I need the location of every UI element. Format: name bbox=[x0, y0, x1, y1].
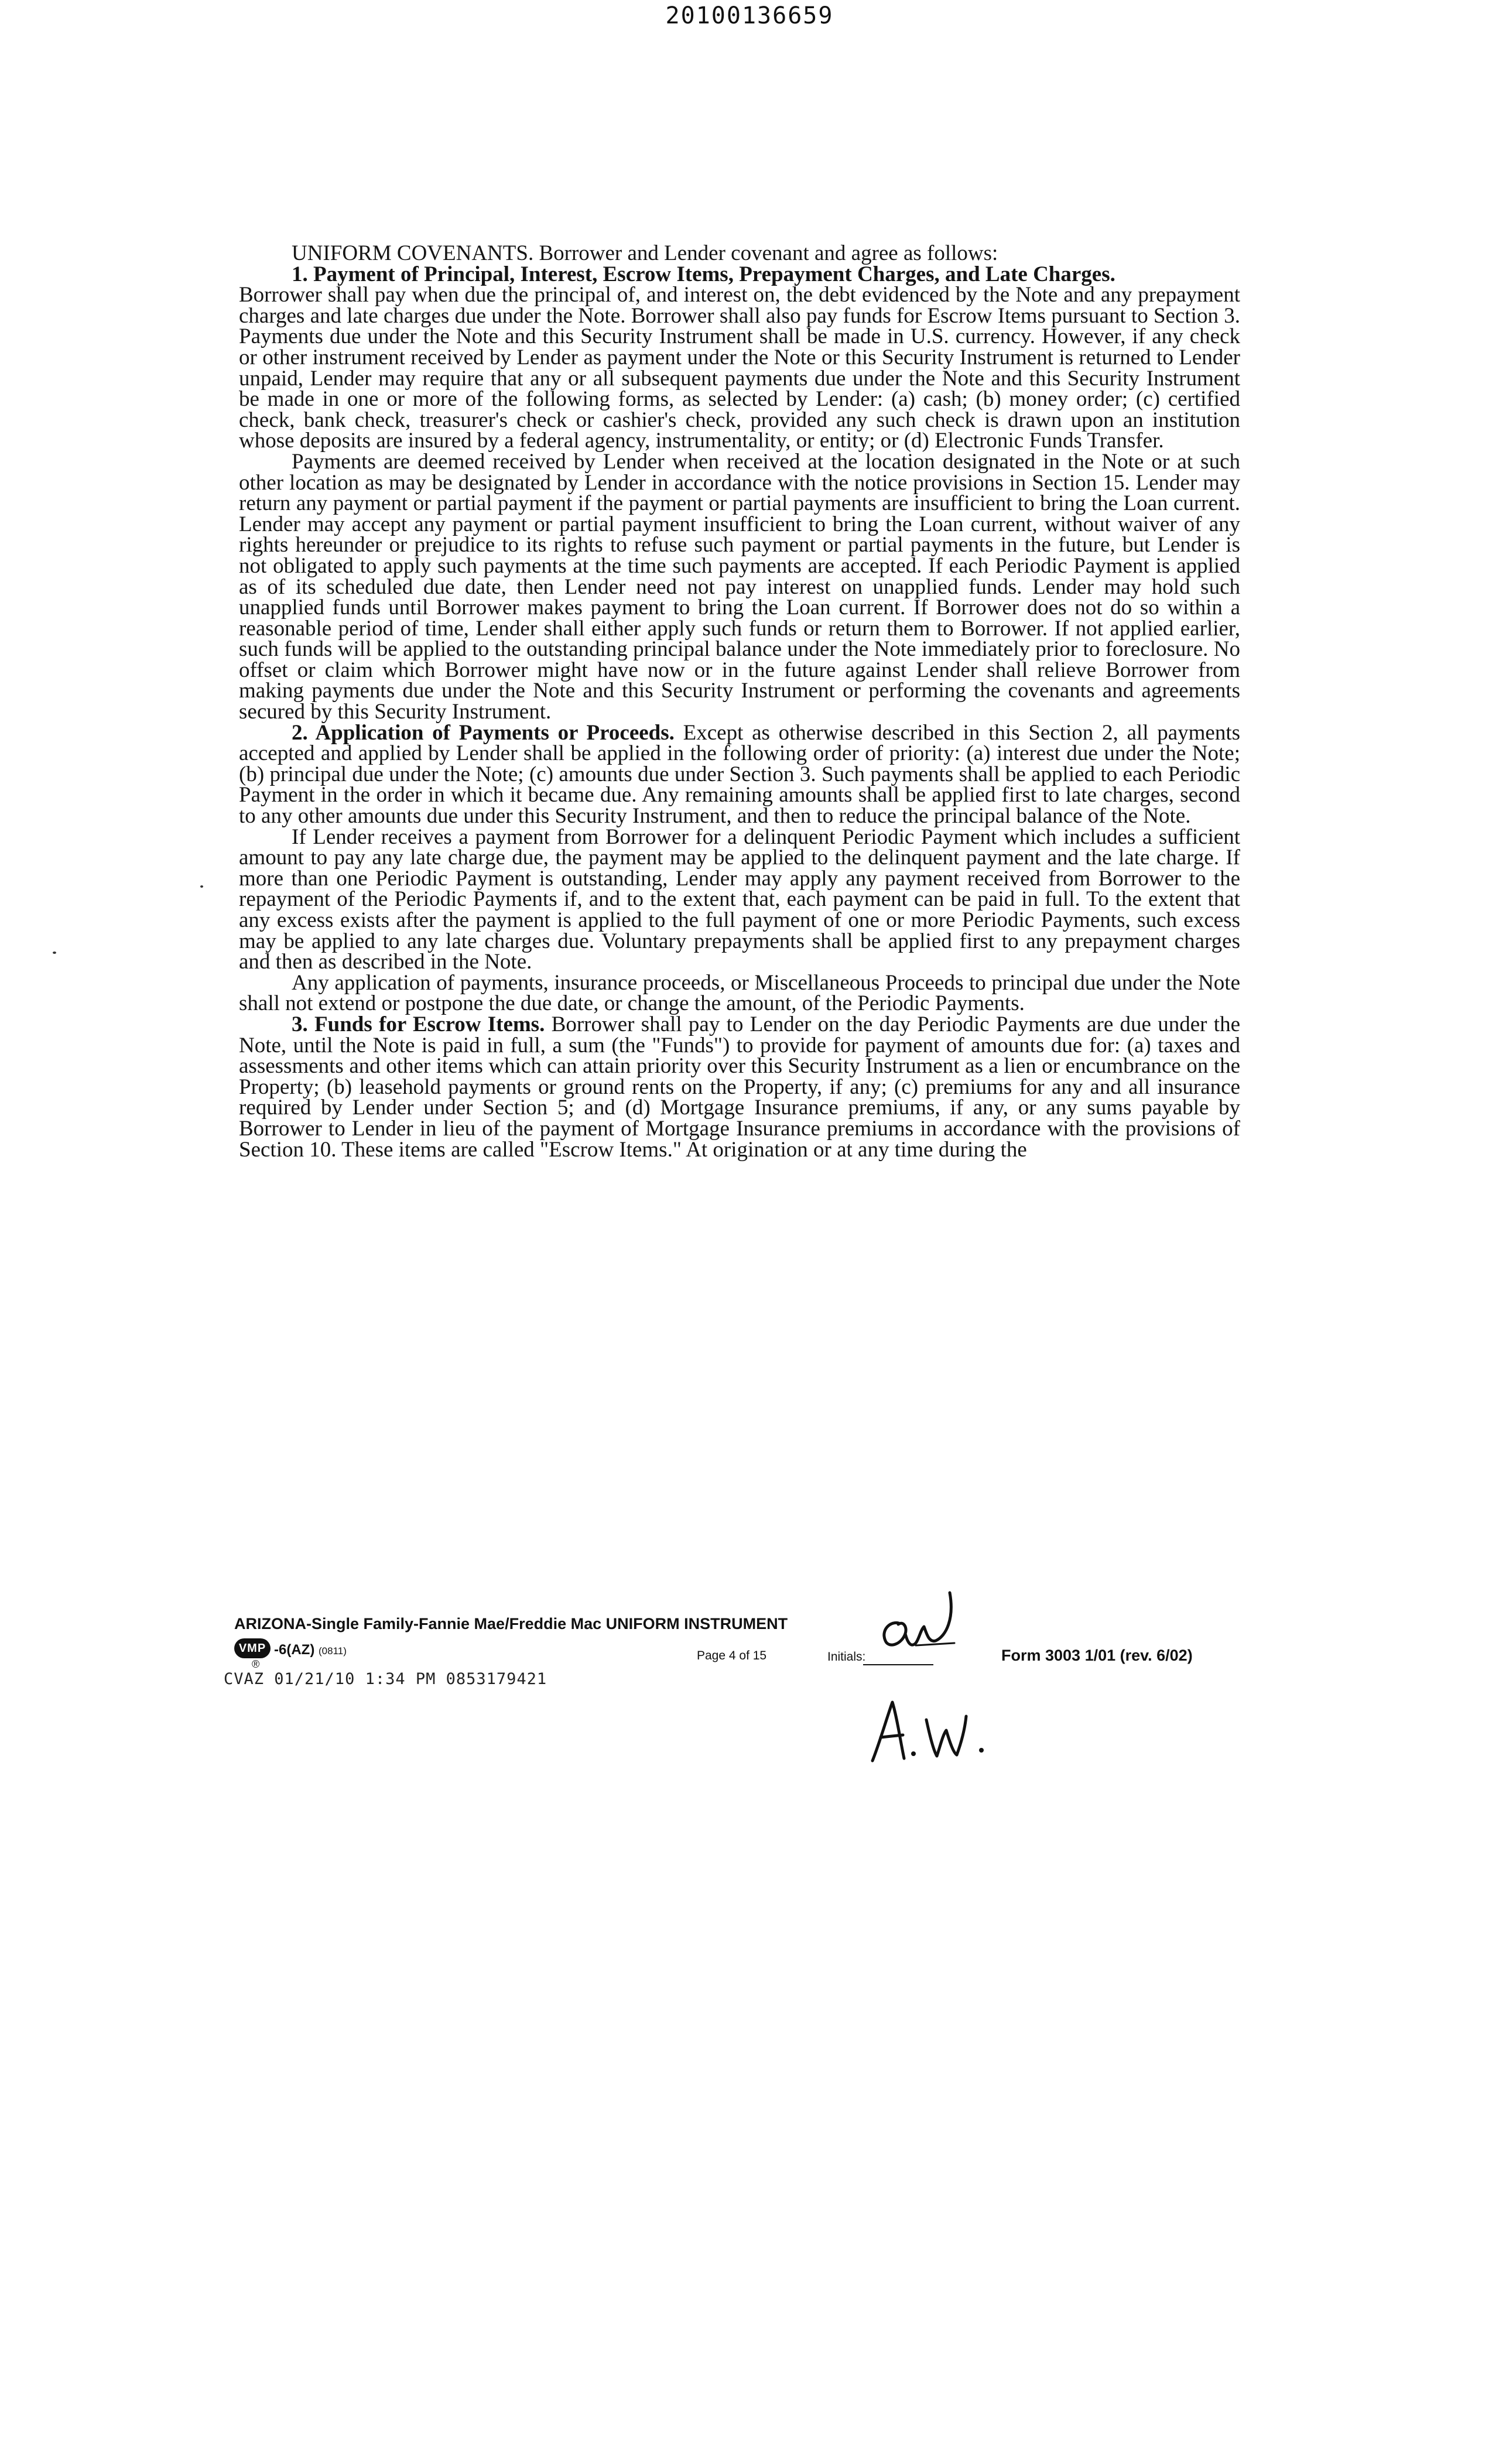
section-2-heading: 2. Application of Payments or Proceeds. bbox=[292, 720, 675, 745]
section-1-heading: 1. Payment of Principal, Interest, Escrow Items, Prepayment Charges, and Late Charges. bbox=[292, 262, 1115, 286]
registered-mark: ® bbox=[252, 1658, 260, 1670]
section-3-heading: 3. Funds for Escrow Items. bbox=[292, 1012, 545, 1036]
vmp-logo: VMP bbox=[234, 1638, 271, 1658]
section-2-paragraph-1 bbox=[239, 720, 1240, 829]
form-identifier: Form 3003 1/01 (rev. 6/02) bbox=[1001, 1647, 1193, 1664]
section-1-heading-line bbox=[239, 264, 1240, 285]
scan-speck bbox=[53, 952, 56, 954]
footer-form-title bbox=[234, 1615, 788, 1633]
section-1-paragraph-1: Borrower shall pay when due the principal of, and interest on, the debt evidenced by the Note and any prepayment charges and late charges due under the Note. Borrower shall also pay funds for Escrow Items pursuant to Section 3. Payments due under the Note and this Security Instrument shall be made in U.S. currency. However, if any check or other instrument received by Lender as payment under the Note or this Security Instrument is returned to Lender unpaid, Lender may require that any or all subsequent payments due under the Note and this Security Instrument be made in one or more of the following forms, as selected by Lender: (a) cash; (b) money order; (c) certified check, bank check, treasurer's check or cashier's check, provided any such check is drawn upon an institution whose deposits are insured by a federal agency, instrumentality, or entity; or (d) Electronic Funds Transfer. bbox=[239, 283, 1240, 453]
footer-title-rest: -Single Family-Fannie Mae/Freddie Mac UNIFORM INSTRUMENT bbox=[306, 1615, 788, 1633]
form-code-main: -6(AZ) bbox=[274, 1642, 315, 1658]
form-code bbox=[274, 1642, 347, 1658]
section-2-text: Except as otherwise described in this Section 2, all payments accepted and applied by Lender shall be applied in the following order of priority: (a) interest due under the Note; (b) principal due under the Note; (c) amounts due under Section 3. Such payments shall be applied to each Periodic Payment in the order in which it became due. Any remaining amounts shall be applied first to late charges, second to any other amounts due under this Security Instrument, and then to reduce the principal balance of the Note. bbox=[239, 720, 1240, 829]
initials-label: Initials: bbox=[827, 1650, 866, 1664]
document-number: 20100136659 bbox=[665, 2, 834, 29]
section-2-paragraph-3: Any application of payments, insurance proceeds, or Miscellaneous Proceeds to principal due under the Note shall not extend or postpone the due date, or change the amount, of the Periodic Payments. bbox=[239, 970, 1240, 1016]
intro-paragraph: UNIFORM COVENANTS. Borrower and Lender covenant and agree as follows: bbox=[292, 241, 998, 265]
recording-stamp: CVAZ 01/21/10 1:34 PM 0853179421 bbox=[224, 1670, 547, 1688]
footer-state: ARIZONA bbox=[234, 1615, 306, 1633]
section-3-text: Borrower shall pay to Lender on the day Periodic Payments are due under the Note, until the Note is paid in full, a sum (the "Funds") to provide for payment of amounts due for: (a) taxes and assessments and other items which can attain priority over this Security Instrument as a lien or encumbrance on the Property; (b) leasehold payments or ground rents on the Property, if any; (c) premiums for any and all insurance required by Lender under Section 5; and (d) Mortgage Insurance premiums, if any, or any sums payable by Borrower to Lender in lieu of the payment of Mortgage Insurance premiums in accordance with the provisions of Section 10. These items are called "Escrow Items." At origination or at any time during the bbox=[239, 1012, 1241, 1162]
handwritten-initials bbox=[872, 1587, 972, 1669]
page-number: Page 4 of 15 bbox=[697, 1649, 767, 1662]
handwritten-signature-aw bbox=[867, 1689, 1001, 1771]
section-2-paragraph-2: If Lender receives a payment from Borrower for a delinquent Periodic Payment which includes a sufficient amount to pay any late charge due, the payment may be applied to the delinquent payment and the late charge. If more than one Periodic Payment is outstanding, Lender may apply any payment received from Borrower to the repayment of the Periodic Payments if, and to the extent that, each payment can be paid in full. To the extent that any excess exists after the payment is applied to the full payment of one or more Periodic Payments, such excess may be applied to any late charges due. Voluntary prepayments shall be applied first to any prepayment charges and then as described in the Note. bbox=[239, 824, 1240, 974]
scan-speck bbox=[200, 885, 203, 888]
covenants-body bbox=[239, 243, 1240, 1160]
section-1-paragraph-2: Payments are deemed received by Lender when received at the location designated in the Note or at such other location as may be designated by Lender in accordance with the notice provisions in Section 15. Lender may return any payment or partial payment if the payment or partial payments are insufficient to bring the Loan current. Lender may accept any payment or partial payment insufficient to bring the Loan current, without waiver of any rights hereunder or prejudice to its rights to refuse such payment or partial payments in the future, but Lender is not obligated to apply such payments at the time such payments are accepted. If each Periodic Payment is applied as of its scheduled due date, then Lender need not pay interest on unapplied funds. Lender may hold such unapplied funds until Borrower makes payment to bring the Loan current. If Borrower does not do so within a reasonable period of time, Lender shall either apply such funds or return them to Borrower. If not applied earlier, such funds will be applied to the outstanding principal balance under the Note immediately prior to foreclosure. No offset or claim which Borrower might have now or in the future against Lender shall relieve Borrower from making payments due under the Note and this Security Instrument or performing the covenants and agreements secured by this Security Instrument. bbox=[239, 449, 1240, 724]
section-3-paragraph-1 bbox=[239, 1014, 1240, 1160]
form-code-suffix: (0811) bbox=[319, 1645, 347, 1657]
